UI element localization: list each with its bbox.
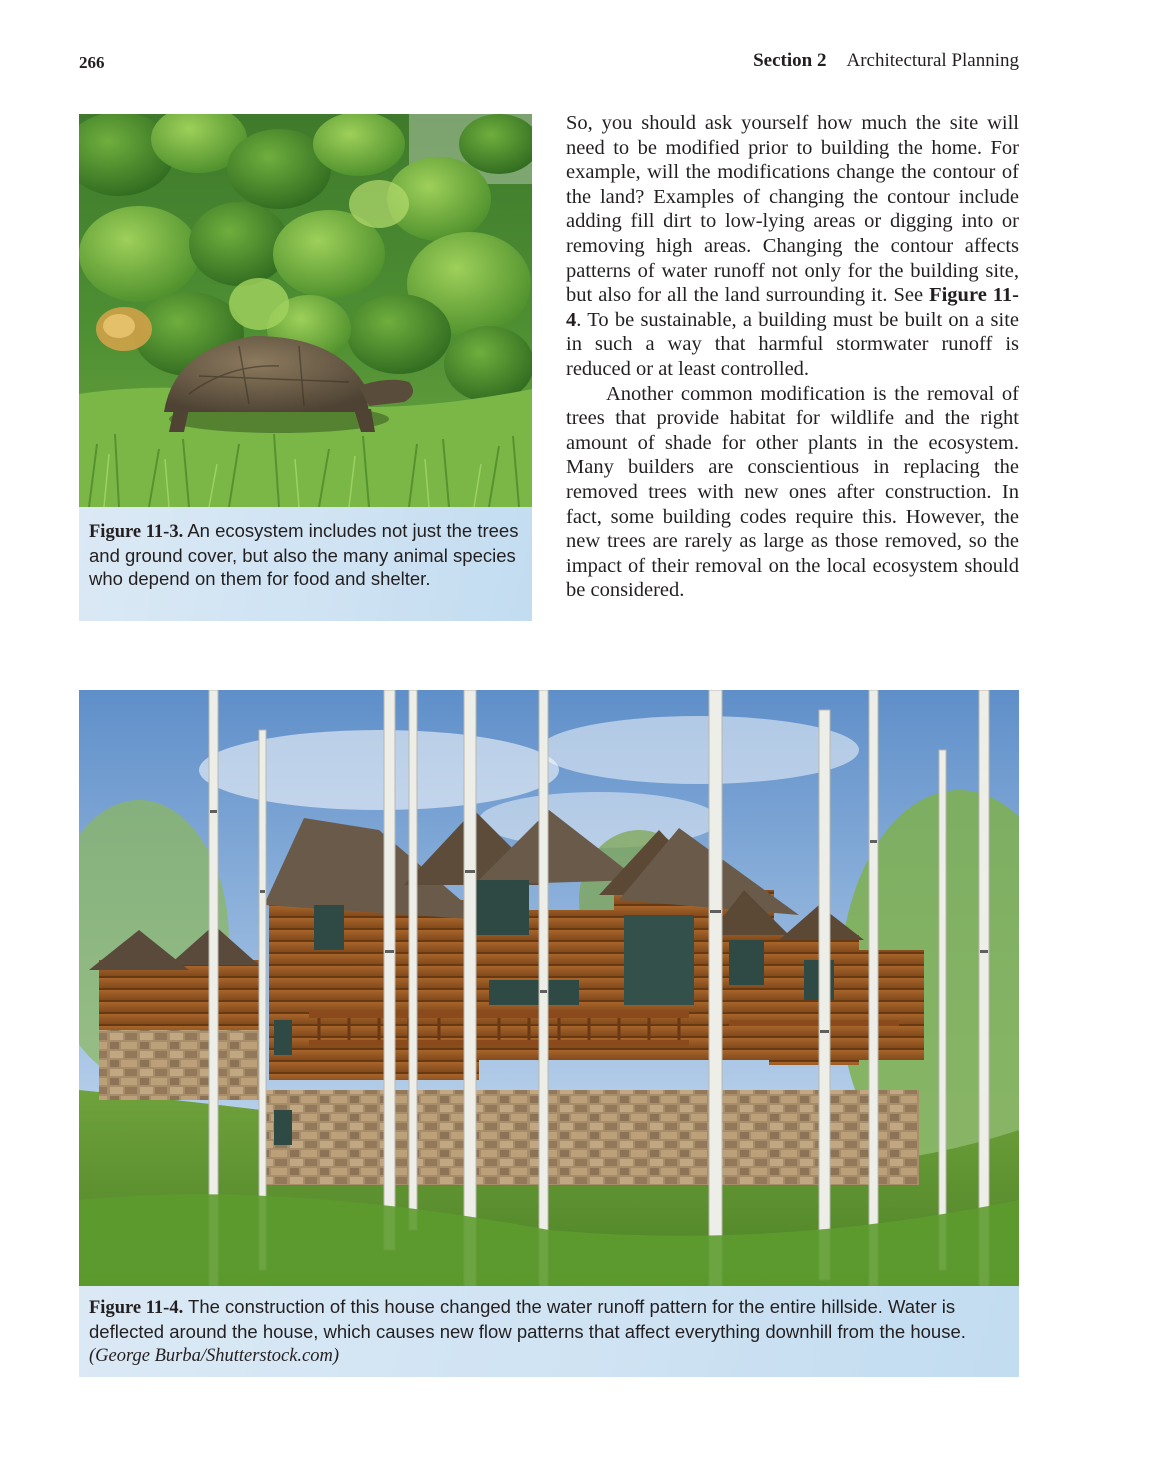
tortoise-photo: [79, 114, 532, 507]
figure-11-3-label: Figure 11-3.: [89, 522, 184, 542]
photo-credit: (George Burba/Shutterstock.com): [89, 1346, 340, 1366]
figure-11-4: [79, 690, 1019, 1377]
running-head: [753, 50, 1019, 72]
page-number: 266: [79, 53, 105, 72]
figure-11-4-label: Figure 11-4.: [89, 1298, 184, 1318]
figure-11-3: [79, 114, 532, 621]
figure-11-4-caption-text: The construction of this house changed the water runoff pattern for the entire hillside. Water is deflected around the house, which causes new flow patterns that affect everything downhill from the house.: [89, 1296, 966, 1342]
figure-11-4-caption: [79, 1286, 1019, 1377]
section-title: Architectural Planning: [846, 50, 1019, 71]
figure-reference: Figure 11-4: [566, 284, 1019, 331]
paragraph-1-text-b: . To be sustainable, a building must be built on a site in such a way that harmful stormwater runoff is reduced or at least controlled.: [566, 308, 1019, 380]
figure-11-3-caption-text: An ecosystem includes not just the trees and ground cover, but also the many animal species who depend on them for food and shelter.: [89, 520, 519, 589]
paragraph-1: [566, 111, 1019, 382]
figure-11-3-caption: [79, 507, 532, 621]
hillside-house-photo: [79, 690, 1019, 1286]
paragraph-2: Another common modification is the removal of trees that provide habitat for wildlife and the right amount of shade for other plants in the ecosystem. Many builders are conscientious in replacing the removed trees with new ones after construction. In fact, some building codes require this. However, the new trees are rarely as large as those removed, so the impact of their removal on the local ecosystem should be considered.: [566, 382, 1019, 602]
paragraph-1-text-a: So, you should ask yourself how much the site will need to be modified prior to building the home. For example, will the modifications change the contour of the land? Examples of changing the contour include adding fill dirt to low-lying areas or digging into or removing high areas. Changing the contour affects patterns of water runoff not only for the building site, but also for all the land surrounding it. See: [566, 112, 1019, 307]
section-label: Section 2: [753, 50, 827, 71]
body-text: [566, 111, 1019, 603]
